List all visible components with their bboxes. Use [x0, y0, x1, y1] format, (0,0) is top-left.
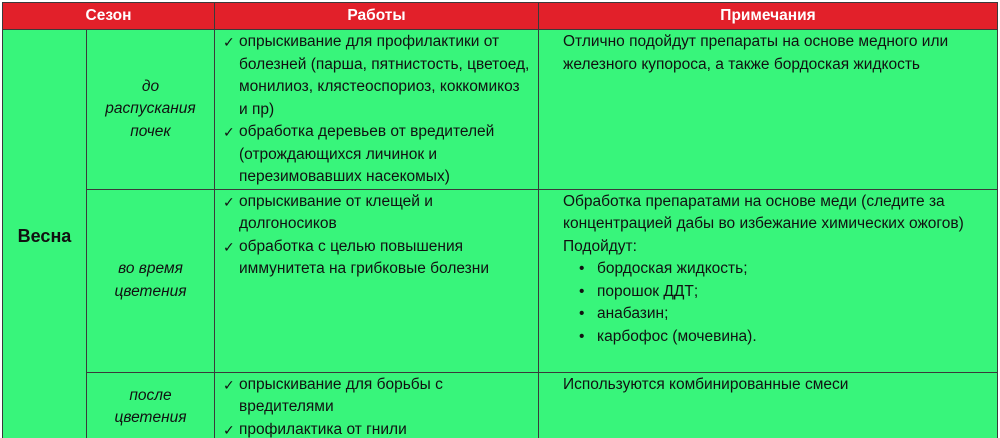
work-item-text: обработка деревьев от вредителей (отрождающихся личинок и перезимовавших насекомых) [239, 123, 495, 185]
checkmark-icon: ✓ [223, 376, 235, 393]
bullet-icon: • [579, 282, 585, 300]
work-item [223, 419, 532, 438]
notes-list-text: карбофос (мочевина). [597, 327, 757, 345]
header-works: Работы [215, 3, 539, 30]
notes-cell [539, 372, 998, 438]
notes-text: Используются комбинированные смеси [563, 375, 849, 393]
table-row [3, 189, 998, 372]
checkmark-icon: ✓ [223, 421, 235, 438]
work-item [223, 236, 532, 281]
works-cell [215, 372, 539, 438]
notes-list-item [577, 303, 987, 326]
bullet-icon: • [579, 305, 585, 322]
checkmark-icon: ✓ [223, 34, 235, 50]
notes-cell [539, 30, 998, 190]
header-season: Сезон [3, 3, 215, 30]
work-item-text: опрыскивание для борьбы с вредителями [239, 375, 443, 415]
bullet-icon: • [579, 327, 585, 345]
works-list [215, 373, 538, 438]
notes-list-text: анабазин; [597, 305, 669, 322]
period-line: цветения [114, 409, 187, 426]
work-item [223, 374, 532, 419]
notes-cell [539, 189, 998, 372]
period-line: до [141, 77, 160, 95]
notes-text: Обработка препаратами на основе меди (следите за концентрацией дабы во избежание химических ожогов) [563, 192, 964, 232]
care-table [2, 2, 998, 438]
header-row [3, 3, 998, 30]
work-item [223, 31, 532, 121]
period-cell [87, 30, 215, 190]
work-item-text: обработка с целью повышения иммунитета на грибковые болезни [239, 237, 489, 277]
work-item-text: опрыскивание для профилактики от болезней (парша, пятнистость, цветоед, монилиоз, клястеоспориоз, коккомикоз и пр) [239, 33, 530, 118]
notes-list-text: бордоская жидкость; [597, 260, 748, 277]
works-list [215, 30, 538, 189]
period-line: почек [130, 122, 171, 140]
work-item [223, 121, 532, 189]
notes-text: Отлично подойдут препараты на основе медного или железного купороса, а также бордоская жидкость [563, 33, 949, 73]
bullet-icon: • [579, 260, 585, 277]
works-cell [215, 189, 539, 372]
notes-list-item [577, 281, 987, 304]
period-line: после [129, 386, 172, 404]
period-line: цветения [114, 282, 187, 300]
works-cell [215, 30, 539, 190]
table-row [3, 372, 998, 438]
notes-list [563, 258, 987, 348]
period-line: распускания [105, 100, 196, 117]
period-line: во время [118, 260, 183, 277]
season-cell: Весна [3, 30, 87, 438]
notes-list-item [577, 258, 987, 281]
header-notes: Примечания [539, 3, 998, 30]
notes-subheading: Подойдут: [563, 237, 637, 255]
period-cell [87, 372, 215, 438]
period-cell [87, 189, 215, 372]
notes-list-item [577, 326, 987, 349]
works-list [215, 190, 538, 281]
checkmark-icon: ✓ [223, 124, 235, 140]
table-row [3, 30, 998, 190]
checkmark-icon: ✓ [223, 193, 235, 210]
notes-list-text: порошок ДДТ; [597, 282, 699, 300]
work-item [223, 191, 532, 236]
checkmark-icon: ✓ [223, 238, 235, 255]
work-item-text: профилактика от гнили [239, 420, 407, 438]
work-item-text: опрыскивание от клещей и долгоносиков [239, 192, 433, 232]
